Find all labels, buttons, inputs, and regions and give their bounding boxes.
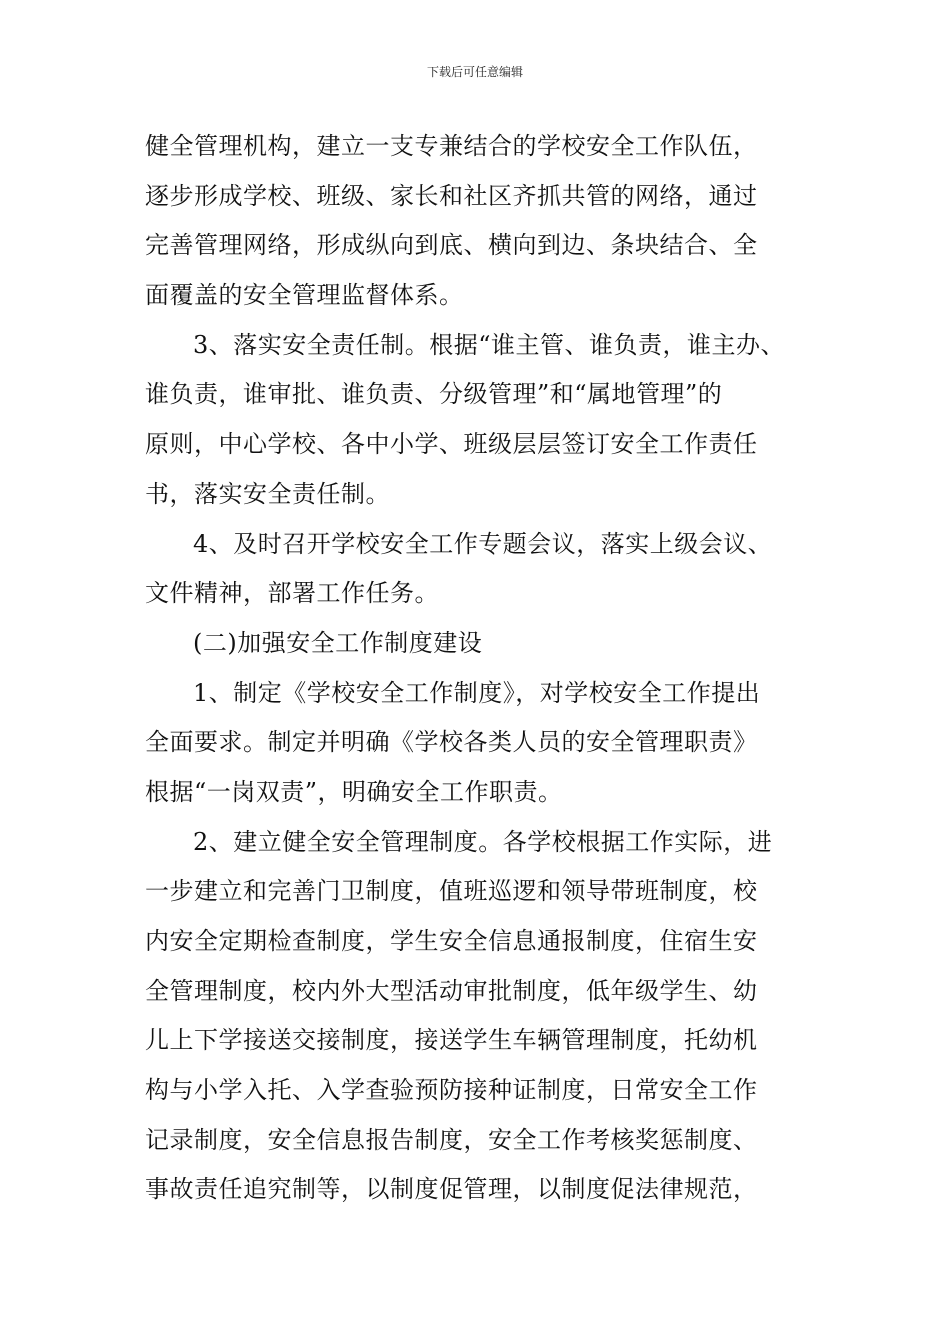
text-line: 2、建立健全安全管理制度。各学校根据工作实际，进 [193, 827, 773, 856]
text-line: 原则，中心学校、各中小学、班级层层签订安全工作责任 [145, 430, 758, 459]
text-line: 逐步形成学校、班级、家长和社区齐抓共管的网络，通过 [145, 181, 758, 210]
text-line: 一步建立和完善门卫制度，值班巡逻和领导带班制度，校 [145, 877, 758, 906]
text-line: 全面要求。制定并明确《学校各类人员的安全管理职责》 [145, 728, 758, 757]
text-line: 根据“一岗双责”，明确安全工作职责。 [145, 777, 563, 806]
text-line: 面覆盖的安全管理监督体系。 [145, 281, 464, 310]
text-line: 事故责任追究制等，以制度促管理，以制度促法律规范， [145, 1175, 758, 1204]
text-line: (二)加强安全工作制度建设 [193, 628, 483, 657]
text-line: 完善管理网络，形成纵向到底、横向到边、条块结合、全 [145, 231, 758, 260]
document-body [145, 122, 825, 1215]
text-line: 健全管理机构，建立一支专兼结合的学校安全工作队伍， [145, 132, 758, 160]
page-header: 下载后可任意编辑 [426, 65, 523, 79]
text-line: 谁负责，谁审批、谁负责、分级管理”和“属地管理”的 [145, 380, 723, 409]
text-line: 3、落实安全责任制。根据“谁主管、谁负责，谁主办、 [193, 330, 786, 359]
text-line: 4、及时召开学校安全工作专题会议，落实上级会议、 [193, 529, 773, 558]
text-line: 书，落实安全责任制。 [145, 479, 390, 508]
text-line: 记录制度，安全信息报告制度，安全工作考核奖惩制度、 [145, 1125, 758, 1154]
text-line: 构与小学入托、入学查验预防接种证制度，日常安全工作 [145, 1076, 758, 1105]
text-line: 1、制定《学校安全工作制度》，对学校安全工作提出 [193, 678, 761, 707]
text-line: 文件精神，部署工作任务。 [145, 579, 439, 608]
text-line: 内安全定期检查制度，学生安全信息通报制度，住宿生安 [145, 927, 758, 955]
text-line: 全管理制度，校内外大型活动审批制度，低年级学生、幼 [145, 976, 758, 1005]
text-line: 儿上下学接送交接制度，接送学生车辆管理制度，托幼机 [145, 1026, 758, 1055]
